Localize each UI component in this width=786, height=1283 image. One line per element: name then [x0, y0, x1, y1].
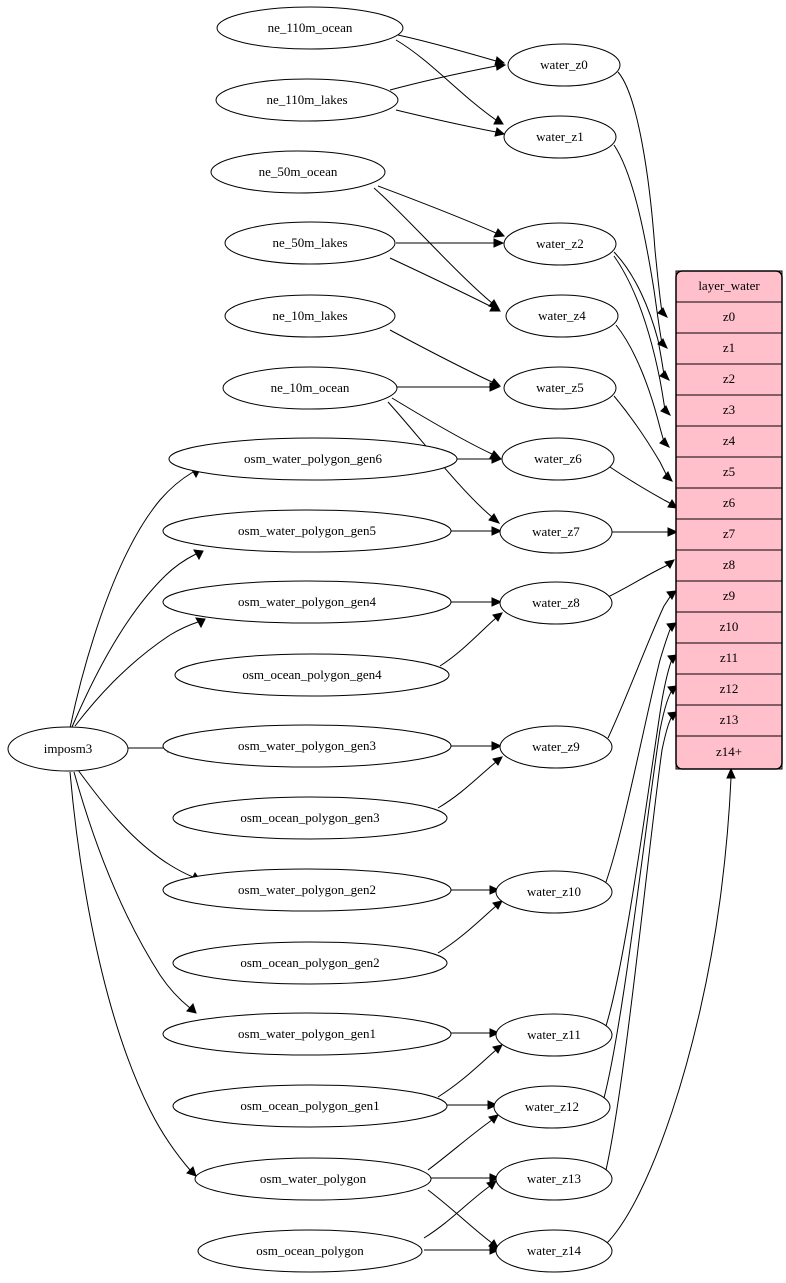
node-osm_water_polygon_gen6[interactable] [169, 438, 457, 480]
node-osm_ocean_polygon_gen1[interactable] [173, 1085, 447, 1127]
table-row-z0: z0 [722, 308, 736, 324]
table-row-z11: z11 [719, 649, 739, 665]
node-label: ne_110m_lakes [266, 91, 348, 107]
node-label: water_z2 [536, 235, 584, 251]
node-label: water_z10 [526, 883, 582, 899]
node-water_z1[interactable] [504, 116, 616, 158]
table-row-z14plus: z14+ [715, 743, 743, 759]
node-water_z14[interactable] [496, 1230, 612, 1272]
node-label: osm_water_polygon_gen2 [238, 881, 376, 897]
table-row-z5: z5 [722, 463, 736, 479]
node-label: osm_ocean_polygon_gen3 [240, 809, 380, 825]
node-osm_water_polygon_gen1[interactable] [163, 1013, 451, 1055]
node-label: water_z1 [536, 128, 584, 144]
table-row-z4: z4 [722, 432, 736, 448]
table-row-z2: z2 [722, 370, 736, 386]
node-water_z10[interactable] [496, 871, 612, 913]
node-ne_10m_ocean[interactable] [223, 367, 397, 409]
node-osm_water_polygon_gen2[interactable] [163, 869, 451, 911]
node-water_z5[interactable] [504, 367, 616, 409]
node-water_z4[interactable] [506, 295, 618, 337]
node-ne_110m_ocean[interactable] [217, 7, 403, 49]
table-header: layer_water [698, 277, 760, 293]
node-water_z2[interactable] [504, 223, 616, 265]
node-label: water_z5 [536, 379, 584, 395]
node-label: osm_water_polygon_gen6 [244, 450, 382, 466]
node-osm_ocean_polygon[interactable] [198, 1230, 422, 1272]
node-label: ne_110m_ocean [267, 19, 353, 35]
node-osm_water_polygon_gen4[interactable] [163, 581, 451, 623]
node-label: osm_water_polygon_gen3 [238, 737, 376, 753]
node-water_z11[interactable] [496, 1014, 612, 1056]
table-row-z8: z8 [722, 556, 736, 572]
node-label: osm_water_polygon_gen5 [238, 522, 376, 538]
table-row-z7: z7 [722, 525, 736, 541]
node-osm_water_polygon_gen5[interactable] [163, 510, 451, 552]
node-label: water_z9 [532, 738, 580, 754]
node-label: osm_ocean_polygon_gen4 [242, 666, 382, 682]
node-label: ne_50m_ocean [258, 163, 338, 179]
node-label: water_z8 [532, 594, 580, 610]
table-row-z13: z13 [719, 711, 739, 727]
node-label: osm_water_polygon [259, 1170, 367, 1186]
node-water_z6[interactable] [502, 438, 614, 480]
node-osm_water_polygon[interactable] [195, 1158, 431, 1200]
node-water_z12[interactable] [494, 1086, 610, 1128]
table-row-z10: z10 [719, 618, 739, 634]
node-label: osm_water_polygon_gen1 [238, 1025, 376, 1041]
node-label: osm_ocean_polygon_gen2 [240, 954, 380, 970]
layer-water-table[interactable] [676, 271, 782, 769]
node-label: ne_10m_lakes [272, 307, 348, 323]
node-ne_10m_lakes[interactable] [225, 295, 395, 337]
node-ne_50m_ocean[interactable] [211, 151, 385, 193]
table-row-z9: z9 [722, 587, 736, 603]
node-label: water_z6 [534, 450, 582, 466]
node-label: water_z0 [540, 56, 588, 72]
node-label: osm_ocean_polygon [256, 1242, 364, 1258]
node-label: water_z12 [524, 1098, 580, 1114]
node-label: imposm3 [43, 740, 93, 756]
table-row-z12: z12 [719, 680, 739, 696]
node-imposm3[interactable] [8, 727, 128, 771]
node-water_z8[interactable] [500, 582, 612, 624]
node-water_z0[interactable] [508, 44, 620, 86]
node-ne_110m_lakes[interactable] [216, 79, 398, 121]
node-label: ne_50m_lakes [272, 234, 348, 250]
node-label: ne_10m_ocean [270, 379, 350, 395]
node-label: water_z11 [527, 1026, 581, 1042]
table-row-z3: z3 [722, 401, 736, 417]
node-label: water_z4 [538, 307, 586, 323]
node-osm_ocean_polygon_gen2[interactable] [173, 942, 447, 984]
node-water_z9[interactable] [500, 726, 612, 768]
node-water_z7[interactable] [500, 511, 612, 553]
edges-layer [70, 35, 735, 1254]
node-label: osm_water_polygon_gen4 [238, 593, 376, 609]
table-row-z6: z6 [722, 494, 736, 510]
table-row-z1: z1 [722, 339, 736, 355]
node-ne_50m_lakes[interactable] [225, 222, 395, 264]
node-label: water_z13 [526, 1170, 582, 1186]
node-osm_ocean_polygon_gen3[interactable] [173, 797, 447, 839]
node-osm_water_polygon_gen3[interactable] [163, 725, 451, 767]
node-water_z13[interactable] [496, 1158, 612, 1200]
node-osm_ocean_polygon_gen4[interactable] [175, 654, 449, 696]
node-label: water_z7 [532, 523, 580, 539]
node-label: osm_ocean_polygon_gen1 [240, 1097, 380, 1113]
node-label: water_z14 [526, 1242, 582, 1258]
